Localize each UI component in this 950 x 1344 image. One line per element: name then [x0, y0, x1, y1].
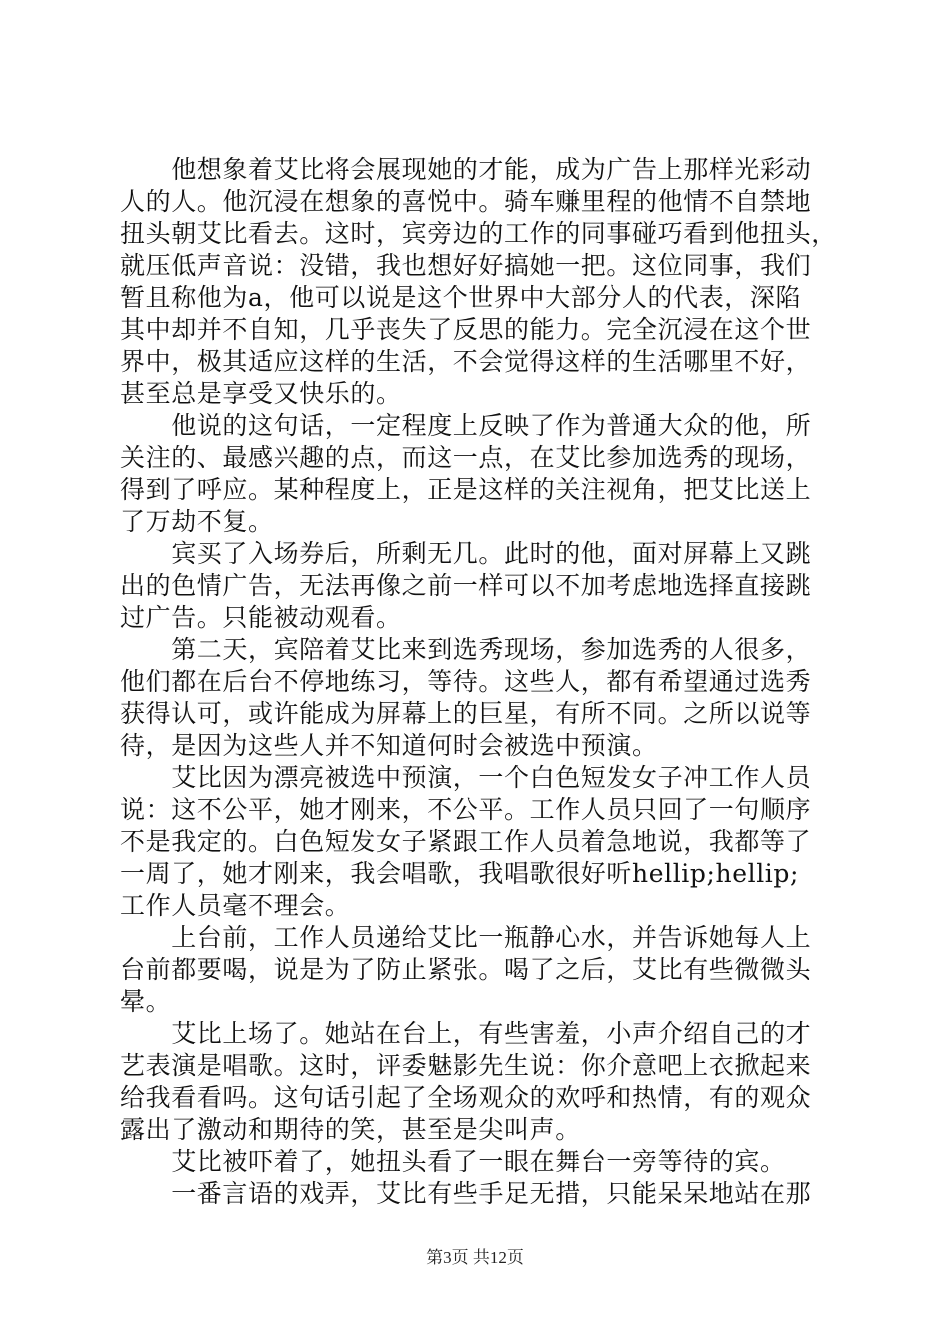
text-line: 其中却并不自知，几乎丧失了反思的能力。完全沉浸在这个世 [120, 315, 812, 344]
text-line: 扭头朝艾比看去。这时，宾旁边的工作的同事碰巧看到他扭头， [120, 219, 837, 248]
text-line: 第二天，宾陪着艾比来到选秀现场，参加选秀的人很多， [120, 635, 812, 664]
text-line: 过广告。只能被动观看。 [120, 603, 402, 632]
text-line: 台前都要喝，说是为了防止紧张。喝了之后，艾比有些微微头 [120, 955, 812, 984]
text-line: 人的人。他沉浸在想象的喜悦中。骑车赚里程的他情不自禁地 [120, 187, 812, 216]
text-line: 说：这不公平，她才刚来，不公平。工作人员只回了一句顺序 [120, 795, 812, 824]
text-line: 晕。 [120, 987, 172, 1016]
page-number-footer: 第3页 共12页 [426, 1248, 524, 1267]
body-text [120, 154, 840, 1210]
text-line: 就压低声音说：没错，我也想好好搞她一把。这位同事，我们 [120, 251, 812, 280]
text-line: 他们都在后台不停地练习，等待。这些人，都有希望通过选秀 [120, 667, 812, 696]
text-line: 甚至总是享受又快乐的。 [120, 379, 402, 408]
text-line: 艾比被吓着了，她扭头看了一眼在舞台一旁等待的宾。 [120, 1147, 786, 1176]
text-line: 不是我定的。白色短发女子紧跟工作人员着急地说，我都等了 [120, 827, 812, 856]
text-line: 艾比上场了。她站在台上，有些害羞，小声介绍自己的才 [120, 1019, 812, 1048]
text-line: 一番言语的戏弄，艾比有些手足无措，只能呆呆地站在那 [120, 1179, 812, 1208]
text-line: 一周了，她才刚来，我会唱歌，我唱歌很好听hellip;hellip; [120, 859, 800, 888]
text-line: 关注的、最感兴趣的点，而这一点，在艾比参加选秀的现场， [120, 443, 812, 472]
text-line: 获得认可，或许能成为屏幕上的巨星，有所不同。之所以说等 [120, 699, 812, 728]
text-line: 艾比因为漂亮被选中预演，一个白色短发女子冲工作人员 [120, 763, 812, 792]
text-line: 露出了激动和期待的笑，甚至是尖叫声。 [120, 1115, 581, 1144]
text-line: 暂且称他为a，他可以说是这个世界中大部分人的代表，深陷 [120, 283, 802, 312]
text-line: 给我看看吗。这句话引起了全场观众的欢呼和热情，有的观众 [120, 1083, 812, 1112]
text-line: 宾买了入场券后，所剩无几。此时的他，面对屏幕上又跳 [120, 539, 812, 568]
text-line: 上台前，工作人员递给艾比一瓶静心水，并告诉她每人上 [120, 923, 812, 952]
text-line: 他想象着艾比将会展现她的才能，成为广告上那样光彩动 [120, 155, 812, 184]
text-line: 艺表演是唱歌。这时，评委魅影先生说：你介意吧上衣掀起来 [120, 1051, 812, 1080]
text-line: 界中，极其适应这样的生活，不会觉得这样的生活哪里不好， [120, 347, 812, 376]
text-line: 待，是因为这些人并不知道何时会被选中预演。 [120, 731, 658, 760]
text-line: 工作人员毫不理会。 [120, 891, 351, 920]
text-line: 他说的这句话，一定程度上反映了作为普通大众的他，所 [120, 411, 812, 440]
text-line: 出的色情广告，无法再像之前一样可以不加考虑地选择直接跳 [120, 571, 812, 600]
text-line: 得到了呼应。某种程度上，正是这样的关注视角，把艾比送上 [120, 475, 812, 504]
text-line: 了万劫不复。 [120, 507, 274, 536]
